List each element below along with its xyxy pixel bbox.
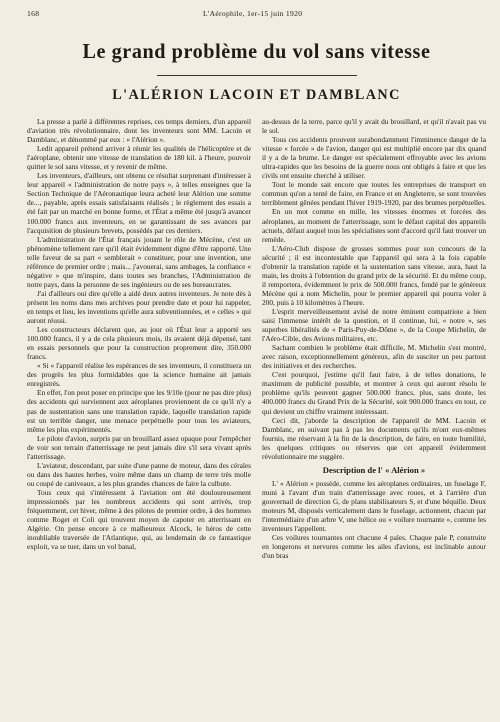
paragraph: Le pilote d'avion, surpris par un brouillard assez opaque pour l'empêcher de voir son terrain d'atterrissage ne peut jamais dire s'il sera vivant après l'atterrissage.	[27, 433, 251, 461]
title-rule	[157, 75, 357, 76]
paragraph: au-dessus de la terre, parce qu'il y avait du brouillard, et qu'il n'avait pas vu le sol.	[262, 117, 486, 136]
paragraph: Les constructeurs déclarent que, au jour où l'État leur a apporté ses 100.000 francs, il y a de cela plusieurs mois, ils avaient déjà dépensé, tant en essais personnels que pour la construction proprement dite, 350.000 francs.	[27, 325, 251, 362]
paragraph: La presse a parlé à différentes reprises, ces temps derniers, d'un appareil d'aviation très révolutionnaire, dont les inventeurs sont MM. Lacoin et Damblanc, et dénommé par eux : « l'Alérion ».	[27, 117, 251, 145]
section-heading: Description de l' « Alérion »	[322, 464, 426, 475]
left-column	[27, 117, 251, 560]
paragraph: C'est pourquoi, j'estime qu'il faut faire, à de telles donations, le maximum de publicité possible, et montrer à ceux qui auront résolu le problème qu'ils peuvent gagner 500.000 francs, plus, sans doute, les 400.000 francs du Grand Prix de la Sécurité, soit 900.000 francs en tout, ce qui devient un chiffre vraiment intéressant.	[262, 370, 486, 416]
paragraph: L'administration de l'État français jouant le rôle de Mécène, c'est un phénomène tellement rare qu'il était évidemment digne d'être rapporté. Une telle faveur de sa part « semblerait » constituer, pour une invention, une référence de premier ordre ; mais... j'avouerai, sans ambages, la confiance « négative » que m'inspire, dans toutes ses branches, l'Administration de notre pays, dans la personne de ses ingénieurs ou de ses bureaucrates.	[27, 234, 251, 289]
paragraph: Tous ceux qui s'intéressent à l'aviation ont été douloureusement impressionnés par les nombreux accidents qui sont arrivés, trop fréquemment, cet hiver, même à des pilotes de premier ordre, à des hommes comme Roget et Coli qui trouvent moyen de capoter en atterrissant en Algérie. On pense encore à ce malheureux Alcock, le héros de cette inoubliable traversée de l'Atlantique, qui, au lendemain de ce fantastique exploit, va se tuer, dans un vol banal,	[27, 487, 251, 552]
paragraph: Tout le monde sait encore que toutes les entreprises de transport en commun qu'on a tenté de faire, en France et en Angleterre, se sont trouvées terriblement gênées pendant l'hiver 1919-1920, par des brumes perpétuelles.	[262, 180, 487, 208]
paragraph: L' « Alérion » possède, comme les aéroplanes ordinaires, un fuselage F, muni à l'avant d'un train d'atterrissage avec roues, et à l'arrière d'un gouvernail de direction G, de plans stabilisateurs S, et d'une béquille. Deux moteurs M, disposés verticalement dans le fuselage, actionnent, chacun par l'intermédiaire d'un arbre V, une hélice ou « voilure tournante », comme les inventeurs l'appellent.	[262, 478, 486, 534]
page-number: 168	[27, 9, 40, 18]
paragraph: Ceci dit, j'aborde la description de l'appareil de MM. Lacoin et Damblanc, en suivant pas à pas les documents qu'ils m'ont eux-mêmes fournis, me réservant à la fin de la description, de faire, en toute humilité, les quelques critiques ou réserves que cet appareil évidemment révolutionnaire me suggère.	[262, 415, 486, 461]
paragraph: L'Aéro-Club dispose de grosses sommes pour son concours de la sécurité ; il est incontestable que l'appareil qui sera à la fois capable d'obtenir la translation rapide et la sustentation sans vitesse, aura, haut la main, les droits à l'obtention du grand prix de la sécurité. Et du même coup, il remportera, évidemment le prix de 500.000 francs, fondé par le généreux Mécène qui a nom Michelin, pour le premier appareil qui pourra voler à 200, puis à 10 kilomètres à l'heure.	[262, 243, 486, 307]
paragraph: En effet, l'on peut poser en principe que les 9/10e (pour ne pas dire plus) des accidents qui surviennent aux aéroplanes proviennent de ce qu'il n'y a pas de sustentation sans une translation rapide, laquelle translation rapide est un terrible danger, une menace perpétuelle pour tous les aviateurs, même les plus expérimentés.	[27, 388, 251, 434]
paragraph: Ledit appareil prétend arriver à réunir les qualités de l'hélicoptère et de l'aéroplane, obtenir une vitesse de translation de 180 kil. à l'heure, pouvoir quitter le sol sans vitesse, et y revenir de même.	[27, 144, 251, 172]
paragraph: L'aviateur, descendant, par suite d'une panne de moteur, dans des cérales ou dans des hautes herbes, voire même dans un champ de terre très molle ou coupé de caniveaux, a les plus grandes chances de faire la culbute.	[27, 460, 251, 488]
paragraph: Ces voilures tournantes ont chacune 4 pales. Chaque pale P, construite en longerons et nervures comme les ailes d'avions, est inclinable autour d'un bras	[262, 533, 486, 561]
running-header	[27, 9, 486, 21]
paragraph: En un mot comme en mille, les vitesses énormes et forcées des aéroplanes, au moment de l'atterrissage, sont le défaut capital des appareils actuels, défaut auquel tous les spécialistes sont d'accord qu'il faut trouver un remède.	[262, 207, 486, 244]
paragraph: Tous ces accidents prouvent surabondamment l'imminence danger de la vitesse « forcée » de l'avion, danger qui est multiplié encore par dix quand il y a de la brume. Le danger est spécialement effroyable avec les avions ultra-rapides que les besoins de la guerre nous ont obligés à faire et que les civils ont ensuite cherché à utiliser.	[262, 135, 486, 181]
paragraph: « Si « l'appareil réalise les espérances de ses inventeurs, il constituera un des progrès les plus formidables que la science humaine ait jamais enregistrés.	[27, 361, 251, 389]
paragraph: Les inventeurs, d'ailleurs, ont obtenu ce résultat surprenant d'intéresser à leur appareil « l'administration de notre pays », à telles enseignes que la Section Technique de l'Aéronautique leura acheté leur Alérion une somme de..., payable, après essais satisfaisants réalisés ; le règlement des essais a été fait par un marché en bonne forme, et l'État a même été jusqu'à avancer 100.000 francs aux inventeurs, en se garantissant de ses avances par l'acquisition de plusieurs brevets, possédés par ces derniers.	[27, 171, 251, 235]
right-column	[262, 117, 486, 560]
paragraph: J'ai d'ailleurs oui dire qu'elle a aidé deux autres inventeurs. Je note dès à présent les noms dans mes archives pour prendre date et pour lui rappeler, en temps et lieu, les inventions qu'elle aura subventionnées, et « celles » qui auront réussi.	[27, 288, 251, 326]
article-body	[27, 117, 486, 560]
article-title: Le grand problème du vol sans vitesse	[82, 39, 431, 63]
paragraph: Sachant combien le problème était difficile, M. Michelin s'est montré, avec raison, exceptionnellement généreux, afin de susciter un peu partout des initiatives et des recherches.	[262, 343, 486, 371]
paragraph: L'esprit merveilleusement avisé de notre éminent compatriote a bien saisi l'immense intérêt de la question, et il continue, lui, « notre », ses superbes libéralités de « Paris-Puy-de-Dôme », de la Coupe Michelin, de l'Aéro-Cible, des Avions militaires, etc.	[262, 306, 486, 344]
running-title: L'Aérophile, 1er-15 juin 1920	[202, 9, 303, 18]
article-subtitle: L'ALÉRION LACOIN ET DAMBLANC	[112, 87, 401, 103]
